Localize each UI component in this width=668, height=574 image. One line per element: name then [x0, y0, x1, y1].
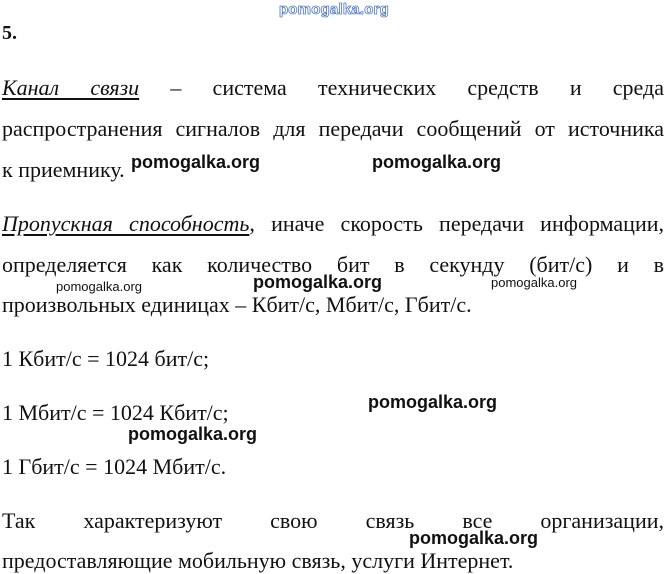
- definition1-line2: распространения сигналов для передачи сообщений от источника: [2, 116, 664, 141]
- watermark-2: pomogalka.org: [372, 152, 502, 172]
- definition1-line3: к приемнику.: [2, 157, 125, 182]
- closing-line1: Так характеризуют свою связь все организации,: [2, 508, 664, 533]
- watermark-1: pomogalka.org: [131, 152, 261, 172]
- watermark-6: pomogalka.org: [368, 392, 498, 412]
- watermark-4: pomogalka.org: [253, 272, 383, 292]
- watermark-7: pomogalka.org: [128, 424, 258, 444]
- watermark-5: pomogalka.org: [491, 275, 577, 290]
- watermark-8: pomogalka.org: [409, 528, 539, 548]
- unit-line-kbit: 1 Кбит/с = 1024 бит/с;: [2, 346, 210, 371]
- header-watermark: pomogalka.org: [278, 1, 390, 18]
- closing-line2: предоставляющие мобильную связь, услуги Интернет.: [2, 548, 514, 573]
- watermark-3: pomogalka.org: [56, 279, 142, 294]
- definition2-line3: произвольных единицах – Кбит/с, Мбит/с, Гбит/с.: [2, 292, 472, 317]
- definition2-line1: [2, 211, 664, 237]
- definition2-term: Пропускная способность: [2, 211, 250, 236]
- definition1-line1: [2, 75, 664, 101]
- definition1-term: Канал связи: [2, 75, 140, 100]
- unit-line-mbit: 1 Мбит/с = 1024 Кбит/с;: [2, 400, 229, 425]
- task-number: 5.: [2, 22, 17, 44]
- unit-line-gbit: 1 Гбит/с = 1024 Мбит/с.: [2, 454, 227, 479]
- definition1-line1-rest: – система технических средств и среда: [170, 75, 664, 100]
- definition2-line2: определяется как количество бит в секунду (бит/с) и в: [2, 252, 664, 277]
- definition2-line1-rest: , иначе скорость передачи информации,: [249, 211, 664, 236]
